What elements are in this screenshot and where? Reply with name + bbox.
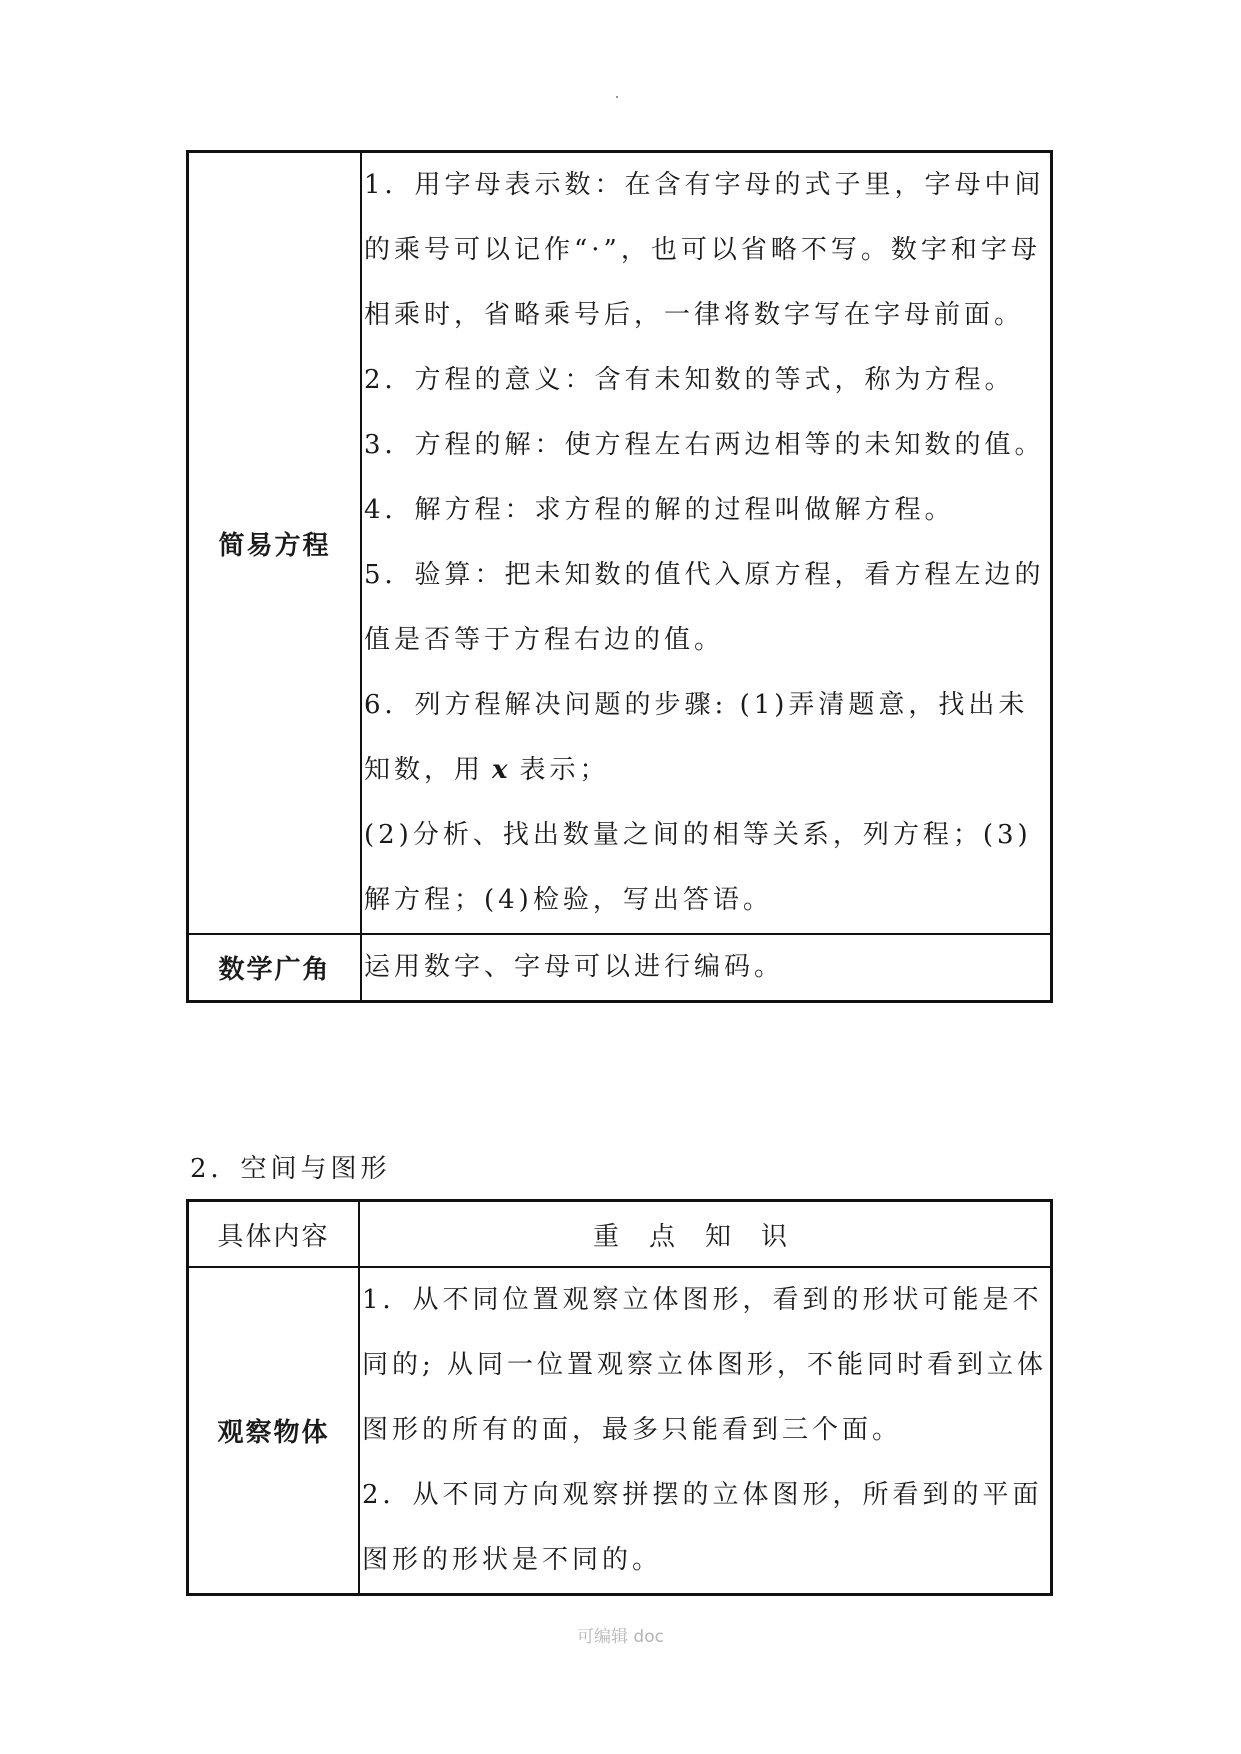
content-line: 1．用字母表示数：在含有字母的式子里，字母中间的乘号可以记作“·”，也可以省略不写。数字和字母相乘时，省略乘号后，一律将数字写在字母前面。 (364, 170, 1045, 330)
knowledge-table-equations (186, 150, 1053, 1003)
table-row (188, 1267, 1052, 1595)
content-line: 5．验算：把未知数的值代入原方程，看方程左边的值是否等于方程右边的值。 (364, 560, 1045, 655)
steps-text: 6．列方程解决问题的步骤: (1)弄清题意，找出未知数，用 (364, 690, 1029, 785)
row-content-simple-equations (361, 152, 1052, 935)
table-header-row (188, 1201, 1052, 1268)
section-title: 2．空间与图形 (190, 1154, 391, 1184)
row-content-observe-objects (359, 1267, 1052, 1595)
row-label-simple-equations: 简易方程 (188, 152, 362, 935)
steps-text-end: 表示； (519, 755, 610, 785)
content-line: 3．方程的解：使方程左右两边相等的未知数的值。 (364, 430, 1045, 460)
row-content-math-corner: 运用数字、字母可以进行编码。 (361, 934, 1052, 1002)
content-line: 2．从不同方向观察拼摆的立体图形，所看到的平面图形的形状是不同的。 (362, 1480, 1043, 1575)
row-label-observe-objects: 观察物体 (188, 1267, 360, 1595)
content-line: (2)分析、找出数量之间的相等关系，列方程；(3)解方程；(4)检验，写出答语。 (364, 820, 1032, 915)
footer-watermark: 可编辑 doc (577, 1627, 664, 1647)
row-label-math-corner: 数学广角 (188, 934, 362, 1002)
content-line: 2．方程的意义：含有未知数的等式，称为方程。 (364, 365, 1015, 395)
knowledge-table-geometry (186, 1199, 1053, 1596)
variable-x: x (492, 755, 512, 785)
content-line-steps (364, 673, 1048, 803)
header-specific-content: 具体内容 (188, 1201, 360, 1268)
content-line: 1．从不同位置观察立体图形，看到的形状可能是不同的; 从同一位置观察立体图形，不能同时看到立体图形的所有的面，最多只能看到三个面。 (362, 1285, 1048, 1445)
table-row (188, 934, 1052, 1002)
content-line: 4．解方程：求方程的解的过程叫做解方程。 (364, 495, 955, 525)
header-dot (616, 96, 618, 98)
header-key-knowledge: 重点知识 (359, 1201, 1052, 1268)
table-row (188, 152, 1052, 935)
